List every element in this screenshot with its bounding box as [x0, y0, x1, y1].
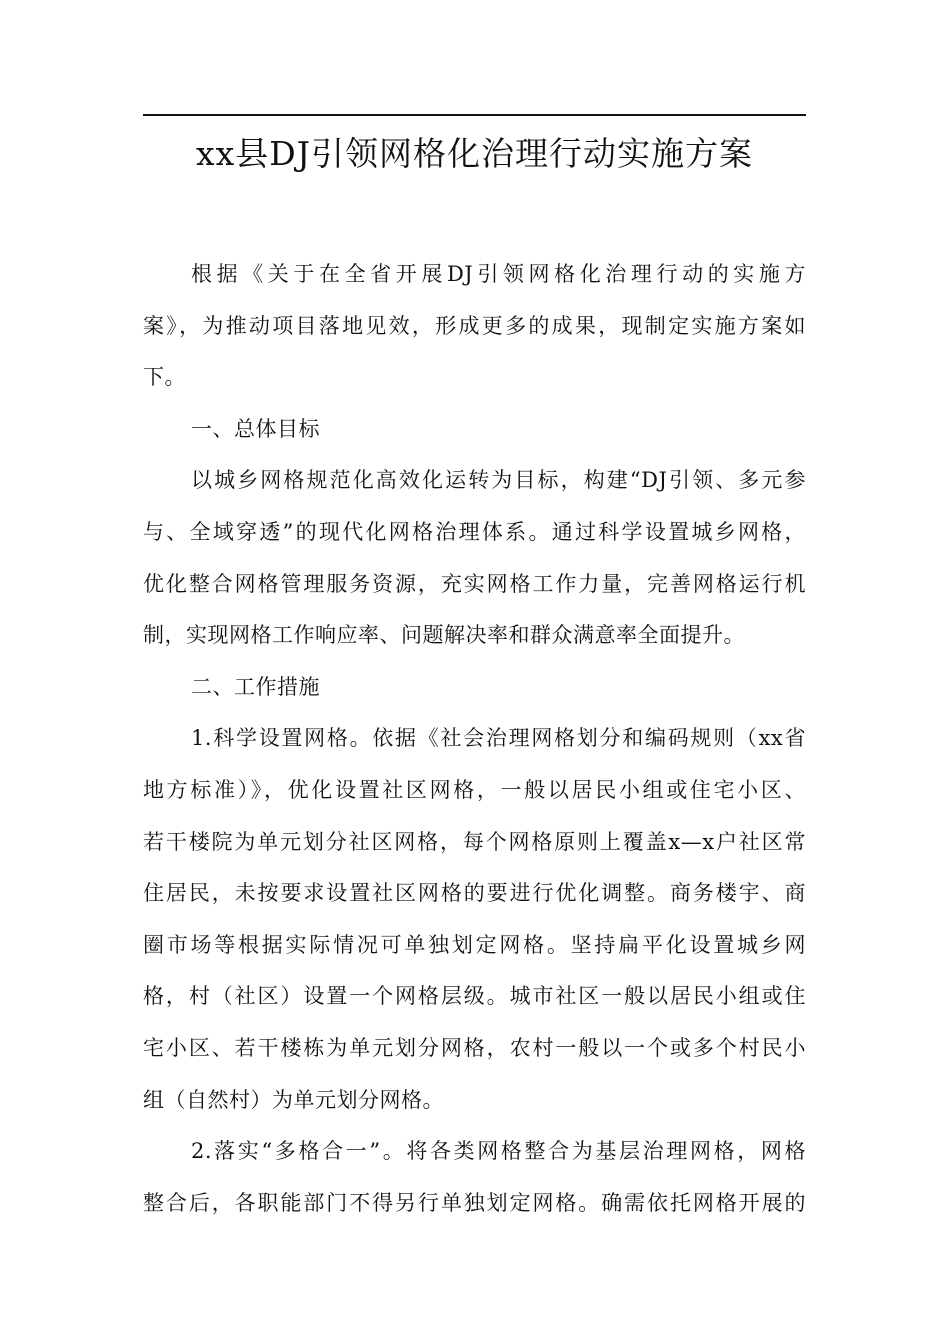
paragraph-measure-1-line: 圈市场等根据实际情况可单独划定网格。坚持扁平化设置城乡网 [143, 932, 806, 957]
paragraph-goal-line: 以城乡网格规范化高效化运转为目标，构建“DJ引领、多元参 [191, 468, 806, 493]
paragraph-measure-1-line: 地方标准）》，优化设置社区网格，一般以居民小组或住宅小区、 [143, 777, 806, 802]
paragraph-measure-1-line: 住居民，未按要求设置社区网格的要进行优化调整。商务楼宇、商 [143, 881, 806, 906]
paragraph-measure-2-line: 整合后，各职能部门不得另行单独划定网格。确需依托网格开展的 [143, 1190, 806, 1215]
paragraph-goal-line: 制，实现网格工作响应率、问题解决率和群众满意率全面提升。 [143, 623, 745, 648]
document-body [143, 249, 806, 1229]
paragraph-measure-1-line: 1.科学设置网格。依据《社会治理网格划分和编码规则（xx省 [191, 726, 806, 751]
paragraph-measure-1-line: 若干楼院为单元划分社区网格，每个网格原则上覆盖x—x户社区常 [143, 829, 806, 854]
paragraph-measure-2-line: 2.落实“多格合一”。将各类网格整合为基层治理网格，网格 [191, 1139, 806, 1164]
paragraph-measure-1-line: 宅小区、若干楼栋为单元划分网格，农村一般以一个或多个村民小 [143, 1035, 806, 1060]
paragraph-goal-line: 与、全域穿透”的现代化网格治理体系。通过科学设置城乡网格， [143, 519, 806, 544]
paragraph-goal-line: 优化整合网格管理服务资源，充实网格工作力量，完善网格运行机 [143, 571, 806, 596]
paragraph-intro-line: 根据《关于在全省开展DJ引领网格化治理行动的实施方 [191, 262, 806, 286]
paragraph-measure-1-line: 组（自然村）为单元划分网格。 [143, 1087, 444, 1112]
paragraph-measure-1-line: 格，村（社区）设置一个网格层级。城市社区一般以居民小组或住 [143, 984, 806, 1009]
section-heading-measures: 二、工作措施 [191, 674, 320, 699]
document-title: xx县DJ引领网格化治理行动实施方案 [196, 134, 753, 173]
section-heading-goal: 一、总体目标 [191, 416, 320, 441]
header-rule [143, 114, 806, 116]
paragraph-intro-line: 案》，为推动项目落地见效，形成更多的成果，现制定实施方案如 [143, 313, 806, 338]
paragraph-intro-line: 下。 [143, 365, 186, 390]
